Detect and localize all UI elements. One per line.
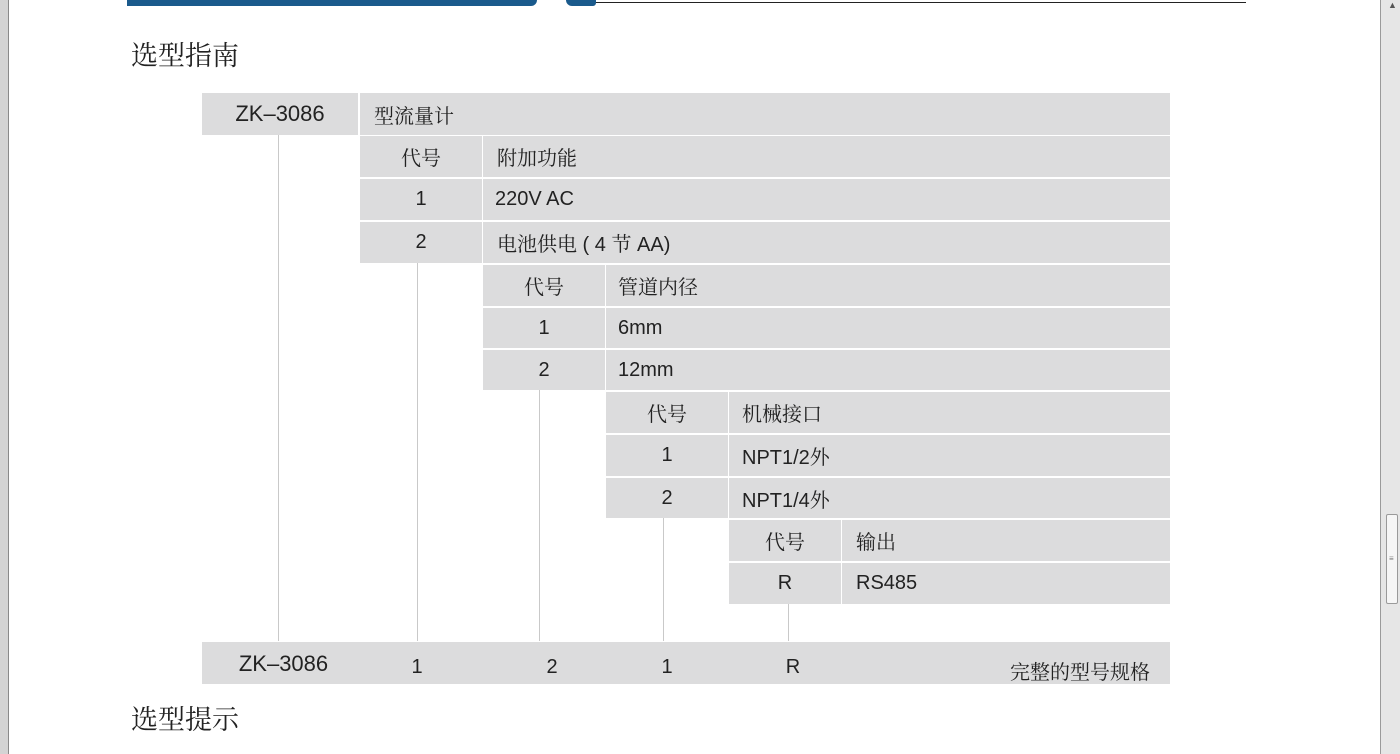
section-title-guide: 选型指南 (131, 41, 239, 71)
model-cell: ZK–3086 (202, 93, 358, 135)
connector-line (663, 518, 664, 641)
code-header-cell: 代号 (360, 136, 482, 177)
option-desc-cell: RS485 (842, 563, 1170, 604)
connector-line (539, 390, 540, 641)
group-header-cell: 管道内径 (606, 265, 1170, 306)
model-suffix-cell: 型流量计 (360, 93, 1170, 135)
group-header-cell: 机械接口 (729, 392, 1170, 433)
option-code-cell: R (729, 563, 841, 604)
option-desc-cell: 12mm (606, 350, 1170, 390)
option-code-cell: 1 (483, 308, 605, 348)
option-desc-cell: 220V AC (483, 179, 1170, 220)
connector-line (278, 135, 279, 641)
section-title-tips: 选型提示 (131, 705, 239, 735)
header-banner-accent (566, 0, 596, 6)
header-divider-line (596, 2, 1246, 3)
option-desc-cell: 6mm (606, 308, 1170, 348)
option-code-cell: 1 (606, 435, 728, 476)
group-header-cell: 输出 (842, 520, 1170, 561)
grip-icon: ≡ (1389, 554, 1394, 563)
window-frame-left (0, 0, 9, 754)
scroll-up-arrow-icon[interactable]: ▲ (1388, 0, 1397, 10)
example-code: 1 (661, 656, 673, 678)
option-code-cell: 2 (606, 478, 728, 518)
scrollbar-thumb[interactable] (1386, 514, 1398, 604)
code-header-cell: 代号 (606, 392, 728, 433)
option-code-cell: 2 (360, 222, 482, 263)
connector-line (417, 263, 418, 641)
option-desc-cell: 电池供电 ( 4 节 AA) (483, 222, 1170, 263)
example-code: 1 (411, 656, 423, 678)
option-desc-cell: NPT1/2外 (729, 435, 1170, 476)
option-desc-cell: NPT1/4外 (729, 478, 1170, 518)
code-header-cell: 代号 (483, 265, 605, 306)
connector-line (788, 604, 789, 641)
example-label: 完整的型号规格 (1010, 662, 1150, 684)
option-code-cell: 1 (360, 179, 482, 220)
example-model: ZK–3086 (238, 651, 329, 676)
header-banner-bar (127, 0, 537, 6)
group-header-cell: 附加功能 (483, 136, 1170, 177)
code-header-cell: 代号 (729, 520, 841, 561)
option-code-cell: 2 (483, 350, 605, 390)
vertical-scrollbar[interactable] (1380, 0, 1400, 754)
example-code: R (785, 656, 801, 678)
example-code: 2 (546, 656, 558, 678)
